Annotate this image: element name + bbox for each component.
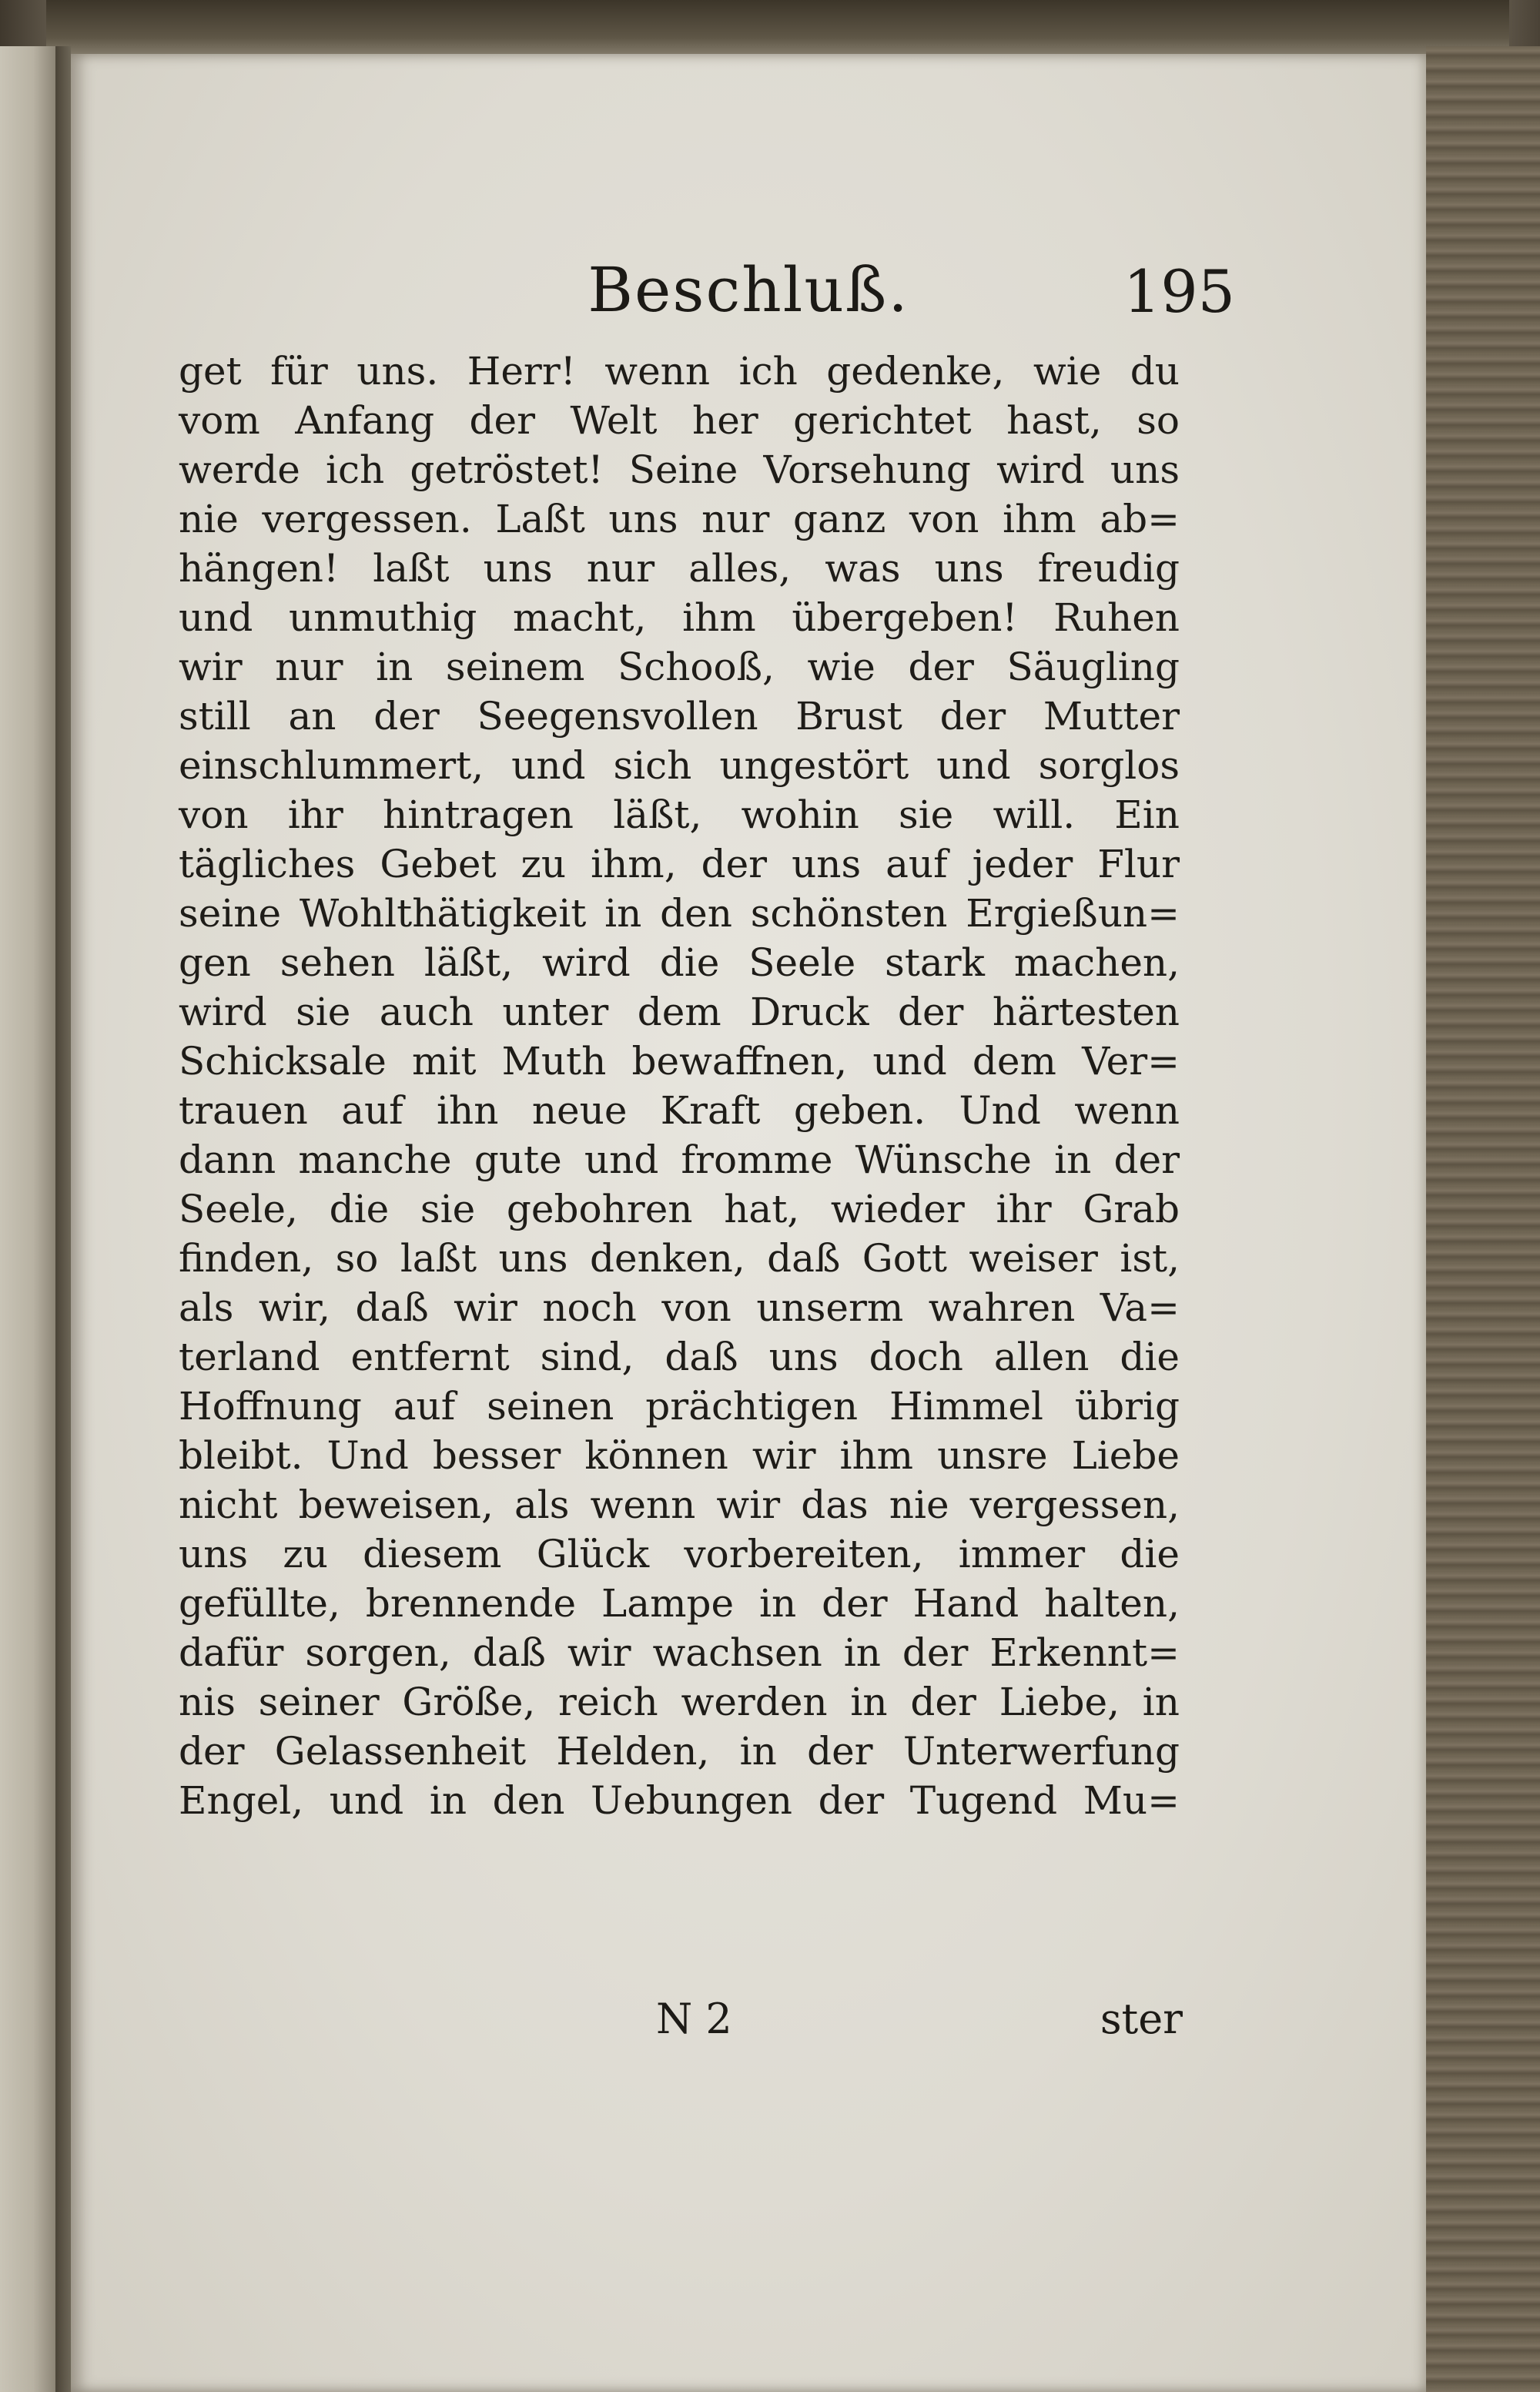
page-footer — [71, 1995, 1426, 2056]
text-line: terland entfernt sind, daß uns doch allen die — [179, 1335, 1180, 1379]
text-line: Hoffnung auf seinen prächtigen Himmel übrig — [179, 1384, 1180, 1429]
text-line: get für uns. Herr! wenn ich gedenke, wie du — [179, 349, 1180, 394]
text-line: als wir, daß wir noch von unserm wahren Va= — [179, 1285, 1180, 1330]
text-line: vom Anfang der Welt her gerichtet hast, so — [179, 398, 1180, 443]
text-line: einschlummert, und sich ungestört und sorglos — [179, 743, 1180, 788]
text-line: gen sehen läßt, wird die Seele stark machen, — [179, 940, 1180, 985]
text-line: uns zu diesem Glück vorbereiten, immer die — [179, 1532, 1180, 1576]
signature-mark: N 2 — [656, 1995, 732, 2043]
page-header — [71, 254, 1426, 347]
book-top-edge — [46, 0, 1509, 54]
text-line: gefüllte, brennende Lampe in der Hand halten, — [179, 1581, 1180, 1626]
text-line: der Gelassenheit Helden, in der Unterwerfung — [179, 1729, 1180, 1774]
text-line: hängen! laßt uns nur alles, was uns freudig — [179, 546, 1180, 591]
text-line: trauen auf ihn neue Kraft geben. Und wenn — [179, 1088, 1180, 1133]
text-line: seine Wohlthätigkeit in den schönsten Ergießun= — [179, 891, 1180, 936]
text-line: Seele, die sie gebohren hat, wieder ihr Grab — [179, 1187, 1180, 1231]
text-line: nis seiner Größe, reich werden in der Liebe, in — [179, 1680, 1180, 1724]
body-text — [179, 347, 1180, 1825]
text-line: bleibt. Und besser können wir ihm unsre Liebe — [179, 1433, 1180, 1478]
text-line: Engel, und in den Uebungen der Tugend Mu= — [179, 1778, 1180, 1823]
text-line: finden, so laßt uns denken, daß Gott weiser ist, — [179, 1236, 1180, 1281]
running-title: Beschluß. — [588, 254, 909, 326]
page-number: 195 — [1123, 257, 1235, 326]
text-line: nie vergessen. Laßt uns nur ganz von ihm ab= — [179, 497, 1180, 541]
left-page-edge — [0, 46, 55, 2392]
book-gutter — [55, 46, 71, 2392]
text-line: und unmuthig macht, ihm übergeben! Ruhen — [179, 595, 1180, 640]
text-line: still an der Seegensvollen Brust der Mutter — [179, 694, 1180, 739]
text-line: dafür sorgen, daß wir wachsen in der Erkennt= — [179, 1630, 1180, 1675]
text-line: werde ich getröstet! Seine Vorsehung wird uns — [179, 447, 1180, 492]
text-line: wird sie auch unter dem Druck der härtesten — [179, 990, 1180, 1034]
text-line: Schicksale mit Muth bewaffnen, und dem Ver= — [179, 1039, 1180, 1084]
text-line: wir nur in seinem Schooß, wie der Säugling — [179, 645, 1180, 689]
book-fore-edge — [1426, 46, 1540, 2392]
text-line: tägliches Gebet zu ihm, der uns auf jeder Flur — [179, 842, 1180, 886]
text-line: dann manche gute und fromme Wünsche in der — [179, 1137, 1180, 1182]
right-page — [71, 54, 1426, 2392]
catchword: ster — [1100, 1995, 1183, 2043]
text-line: nicht beweisen, als wenn wir das nie vergessen, — [179, 1482, 1180, 1527]
text-line: von ihr hintragen läßt, wohin sie will. Ein — [179, 792, 1180, 837]
